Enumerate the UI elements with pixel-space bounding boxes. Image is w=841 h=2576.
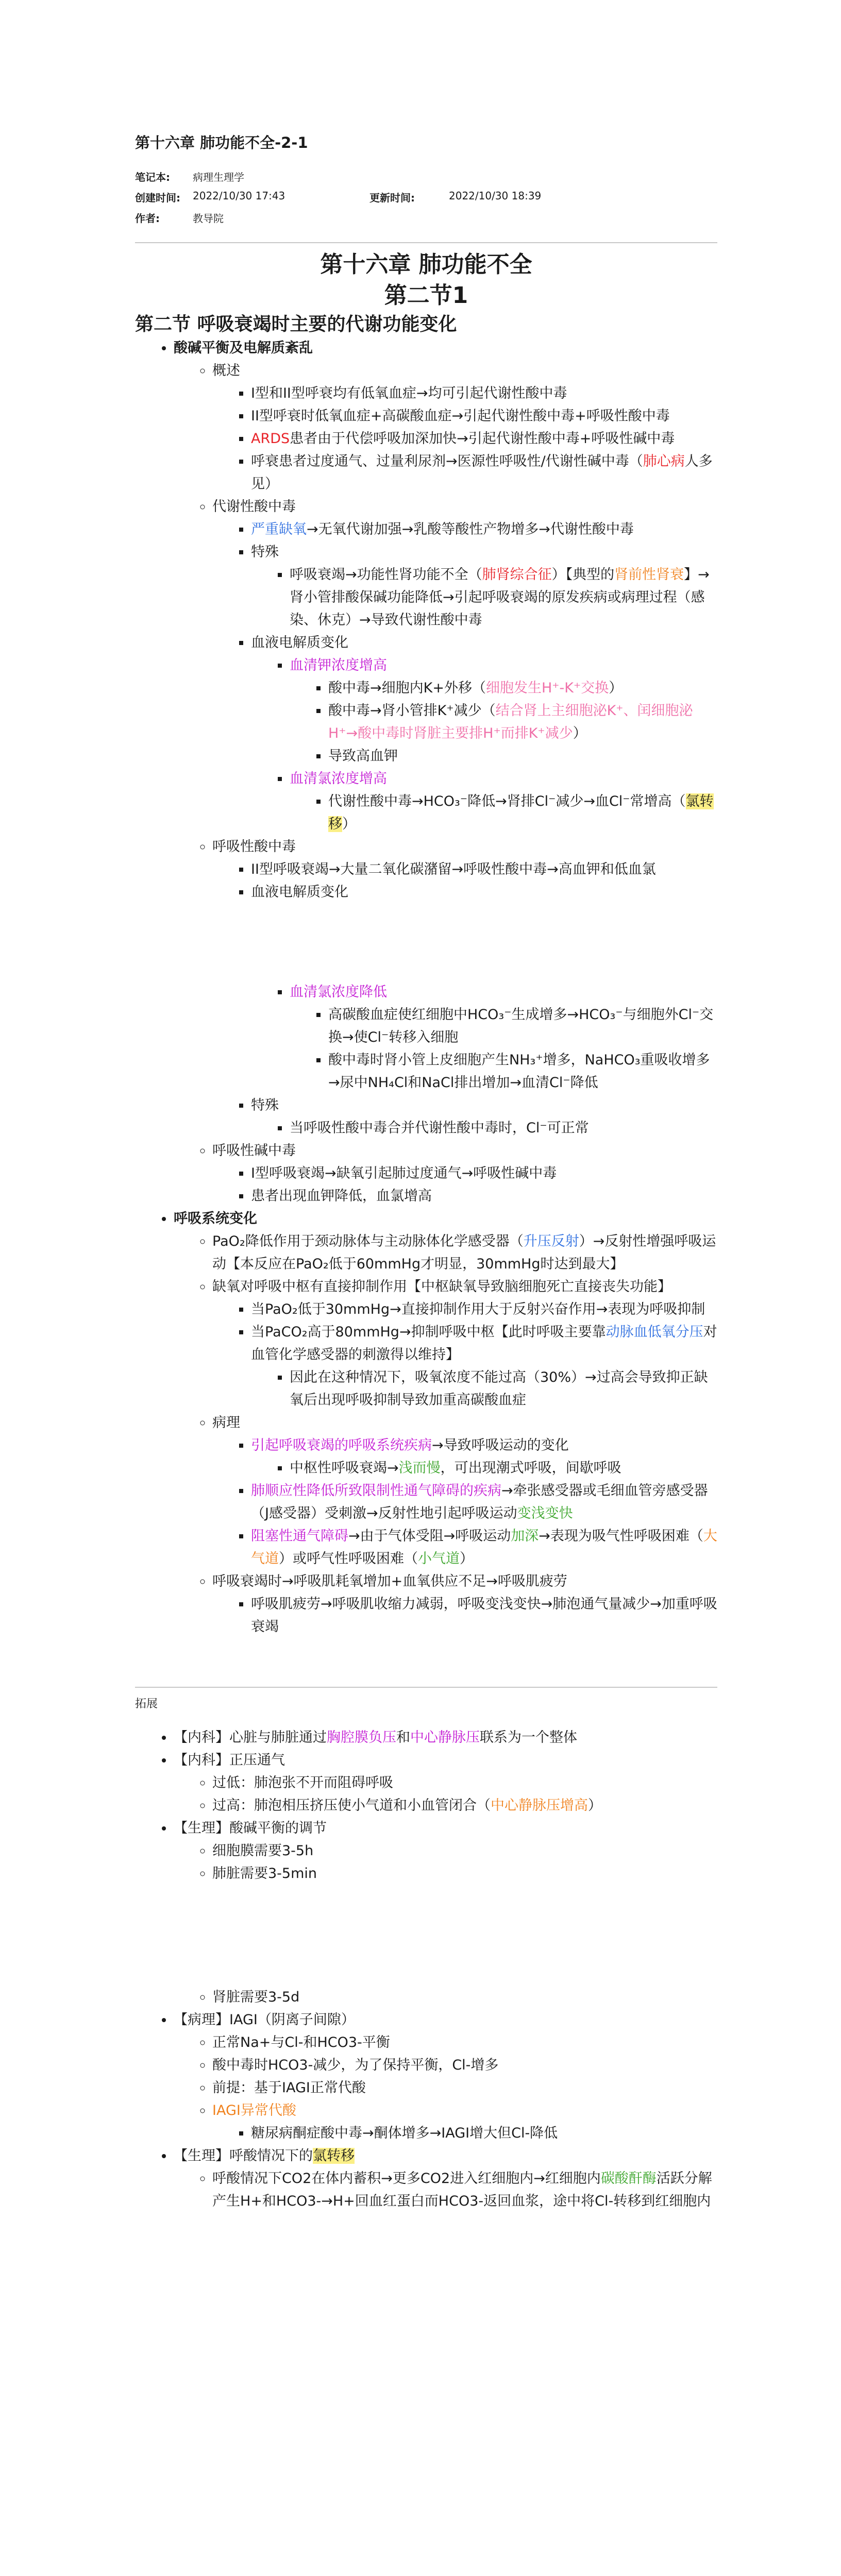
list-item: ▪ 当呼吸性酸中毒合并代谢性酸中毒时，Cl⁻可正常 [290,1117,717,1140]
list-item: ◦ 概述 ▪ I型和II型呼衰均有低氧血症→均可引起代谢性酸中毒 ▪ II型呼衰时低氧血症+高碳酸血症→引起代谢性酸中毒+呼吸性酸中毒 ▪ ARDS患者由于代偿呼吸加深加快→引起代谢性酸中毒+呼吸性碱中毒 ▪ 呼衰患者过度通气、过量利尿剂→医源性呼吸性/代谢性碱中毒（肺心病人多见） [212,360,717,496]
list-item: ◦ 正常Na+与Cl-和HCO3-平衡 [212,2031,717,2054]
list-item: ◦ 过高：肺泡相压挤压使小气道和小血管闭合（中心静脉压增高） [212,1794,717,1817]
list-item: ▪ 血清氯浓度增高 ▪ 代谢性酸中毒→HCO₃⁻降低→肾排Cl⁻减少→血Cl⁻常增高（氯转移） [290,768,717,836]
list-item: ▪ 特殊 ▪ 呼吸衰竭→功能性肾功能不全（肺肾综合征）【典型的肾前性肾衰】→肾小管排酸保碱功能降低→引起呼吸衰竭的原发疾病或病理过程（感染、休克）→导致代谢性酸中毒 [251,541,717,632]
author-value: 教导院 [193,212,224,225]
list-item: ◦ 呼吸性酸中毒 ▪ II型呼吸衰竭→大量二氧化碳潴留→呼吸性酸中毒→高血钾和低血氯 ▪ 血液电解质变化 ▪ 血清氯浓度降低 ▪ 高碳酸血症使红细胞中HCO₃⁻生成增多→HCO₃⁻与细胞外Cl⁻交换→使Cl⁻转移入细胞 ▪ 酸中毒时肾小管上皮细胞产生NH₃⁺增多，NaHCO₃重吸收增多→尿中NH₄Cl和NaCl排出增加→血清Cl⁻降低 ▪ 特殊 ▪ 当呼吸性酸中毒合并代谢性酸中毒时，Cl⁻可正常 [212,836,717,1140]
list-item: ▪ 阻塞性通气障碍→由于气体受阻→呼吸运动加深→表现为吸气性呼吸困难（大气道）或呼气性呼吸困难（小气道） [251,1525,717,1570]
list-item: ▪ ARDS患者由于代偿呼吸加深加快→引起代谢性酸中毒+呼吸性碱中毒 [251,428,717,450]
list-item: ◦ 缺氧对呼吸中枢有直接抑制作用【中枢缺氧导致脑细胞死亡直接丧失功能】 ▪ 当PaO₂低于30mmHg→直接抑制作用大于反射兴奋作用→表现为呼吸抑制 ▪ 当PaCO₂高于80mmHg→抑制呼吸中枢【此时呼吸主要靠动脉血低氧分压对血管化学感受器的刺激得以维持】 ▪ 因此在这种情况下，吸氧浓度不能过高（30%）→过高会导致抑正缺氧后出现呼吸抑制导致加重高碳酸血症 [212,1276,717,1412]
list-item: ▪ 酸中毒→肾小管排K⁺减少（结合肾上主细胞泌K⁺、闰细胞泌H⁺→酸中毒时肾脏主要排H⁺而排K⁺减少） [328,700,717,745]
list-item: ▪ II型呼吸衰竭→大量二氧化碳潴留→呼吸性酸中毒→高血钾和低血氯 [251,858,717,881]
topic-respiratory: 呼吸系统变化 [174,1211,257,1227]
created-label: 创建时间: [135,192,180,204]
extension-list [135,1726,717,2213]
list-item: ▪ 血液电解质变化 ▪ 血清氯浓度降低 ▪ 高碳酸血症使红细胞中HCO₃⁻生成增多→HCO₃⁻与细胞外Cl⁻交换→使Cl⁻转移入细胞 ▪ 酸中毒时肾小管上皮细胞产生NH₃⁺增多，NaHCO₃重吸收增多→尿中NH₄Cl和NaCl排出增加→血清Cl⁻降低 [251,881,717,1094]
list-item: ▪ 导致高血钾 [328,745,717,768]
list-item: ◦ 呼酸情况下CO2在体内蓄积→更多CO2进入红细胞内→红细胞内碳酸酐酶活跃分解产生H+和HCO3-→H+回血红蛋白而HCO3-返回血浆，途中将Cl-转移到红细胞内 [212,2167,717,2213]
notebook-value: 病理生理学 [193,171,244,183]
list-item: • 【内科】正压通气 ◦ 过低：肺泡张不开而阻碍呼吸 ◦ 过高：肺泡相压挤压使小气道和小血管闭合（中心静脉压增高） [174,1749,717,1817]
list-item: ◦ IAGI异常代酸 ▪ 糖尿病酮症酸中毒→酮体增多→IAGI增大但Cl-降低 [212,2099,717,2145]
list-item: ▪ 因此在这种情况下，吸氧浓度不能过高（30%）→过高会导致抑正缺氧后出现呼吸抑制导致加重高碳酸血症 [290,1366,717,1412]
list-item: ▪ 当PaCO₂高于80mmHg→抑制呼吸中枢【此时呼吸主要靠动脉血低氧分压对血管化学感受器的刺激得以维持】 ▪ 因此在这种情况下，吸氧浓度不能过高（30%）→过高会导致抑正缺氧后出现呼吸抑制导致加重高碳酸血症 [251,1321,717,1412]
list-item: ▪ 酸中毒时肾小管上皮细胞产生NH₃⁺增多，NaHCO₃重吸收增多→尿中NH₄Cl和NaCl排出增加→血清Cl⁻降低 [328,1049,717,1094]
list-item: ▪ 中枢性呼吸衰竭→浅而慢，可出现潮式呼吸，间歇呼吸 [290,1457,717,1480]
outline-list [135,337,717,1638]
note-title: 第十六章 肺功能不全-2-1 [135,134,308,151]
list-item: ◦ 肾脏需要3-5d [212,1986,717,2009]
list-item: • 【生理】呼酸情况下的氯转移 ◦ 呼酸情况下CO2在体内蓄积→更多CO2进入红细胞内→红细胞内碳酸酐酶活跃分解产生H+和HCO3-→H+回血红蛋白而HCO3-返回血浆，途中将Cl-转移到红细胞内 [174,2145,717,2213]
list-item: ◦ 呼吸性碱中毒 ▪ I型呼吸衰竭→缺氧引起肺过度通气→呼吸性碱中毒 ▪ 患者出现血钾降低，血氯增高 [212,1140,717,1208]
list-item: ▪ 血清钾浓度增高 ▪ 酸中毒→细胞内K+外移（细胞发生H⁺-K⁺交换） ▪ 酸中毒→肾小管排K⁺减少（结合肾上主细胞泌K⁺、闰细胞泌H⁺→酸中毒时肾脏主要排H⁺而排K⁺减少） ▪ 导致高血钾 [290,654,717,768]
list-item: ▪ 患者出现血钾降低，血氯增高 [251,1185,717,1208]
author-label: 作者: [135,212,160,225]
list-item: ▪ I型呼吸衰竭→缺氧引起肺过度通气→呼吸性碱中毒 [251,1162,717,1185]
list-item: ◦ 前提：基于IAGI正常代酸 [212,2077,717,2099]
notebook-label: 笔记本: [135,171,170,183]
list-item: ◦ 过低：肺泡张不开而阻碍呼吸 [212,1772,717,1794]
list-item: • 【生理】酸碱平衡的调节 ◦ 细胞膜需要3-5h ◦ 肺脏需要3-5min ◦ 肾脏需要3-5d [174,1817,717,2009]
list-item: ◦ 呼吸衰竭时→呼吸肌耗氧增加+血氧供应不足→呼吸肌疲劳 ▪ 呼吸肌疲劳→呼吸肌收缩力减弱，呼吸变浅变快→肺泡通气量减少→加重呼吸衰竭 [212,1570,717,1638]
list-item: ◦ 酸中毒时HCO3-减少，为了保持平衡，Cl-增多 [212,2054,717,2077]
list-item: ▪ 特殊 ▪ 当呼吸性酸中毒合并代谢性酸中毒时，Cl⁻可正常 [251,1094,717,1140]
section-heading: 第二节 呼吸衰竭时主要的代谢功能变化 [135,314,457,335]
list-item: ◦ 肺脏需要3-5min [212,1862,717,1885]
list-item: ▪ 肺顺应性降低所致限制性通气障碍的疾病→牵张感受器或毛细血管旁感受器（J感受器）受刺激→反射性地引起呼吸运动变浅变快 [251,1480,717,1525]
list-item: ◦ 代谢性酸中毒 ▪ 严重缺氧→无氧代谢加强→乳酸等酸性产物增多→代谢性酸中毒 ▪ 特殊 ▪ 呼吸衰竭→功能性肾功能不全（肺肾综合征）【典型的肾前性肾衰】→肾小管排酸保碱功能降低→引起呼吸衰竭的原发疾病或病理过程（感染、休克）→导致代谢性酸中毒 ▪ 血液电解质变化 ▪ 血清钾浓度增高 ▪ 酸中毒→细胞内K+外移（细胞发生H⁺-K⁺交换） ▪ 酸中毒→肾小管排K⁺减少（结合肾上主细胞泌K⁺、闰细胞泌H⁺→酸中毒时肾脏主要排H⁺而排K⁺减少） ▪ 导致高血钾 ▪ 血清氯浓度增高 ▪ 代谢性酸中毒→HCO₃⁻降低→肾排Cl⁻减少→血Cl⁻常增高（氯转移） [212,496,717,836]
topic-acid-base: 酸碱平衡及电解质紊乱 [174,340,313,356]
list-item: ◦ 病理 ▪ 引起呼吸衰竭的呼吸系统疾病→导致呼吸运动的变化 ▪ 中枢性呼吸衰竭→浅而慢，可出现潮式呼吸，间歇呼吸 ▪ 肺顺应性降低所致限制性通气障碍的疾病→牵张感受器或毛细血管旁感受器（J感受器）受刺激→反射性地引起呼吸运动变浅变快 ▪ 阻塞性通气障碍→由于气体受阻→呼吸运动加深→表现为吸气性呼吸困难（大气道）或呼气性呼吸困难（小气道） [212,1412,717,1570]
list-item: • 【内科】心脏与肺脏通过胸腔膜负压和中心静脉压联系为一个整体 [174,1726,717,1749]
list-item: ▪ 糖尿病酮症酸中毒→酮体增多→IAGI增大但Cl-降低 [251,2122,717,2145]
list-item: ▪ 代谢性酸中毒→HCO₃⁻降低→肾排Cl⁻减少→血Cl⁻常增高（氯转移） [328,790,717,836]
list-item: ▪ 血液电解质变化 ▪ 血清钾浓度增高 ▪ 酸中毒→细胞内K+外移（细胞发生H⁺-K⁺交换） ▪ 酸中毒→肾小管排K⁺减少（结合肾上主细胞泌K⁺、闰细胞泌H⁺→酸中毒时肾脏主要排H⁺而排K⁺减少） ▪ 导致高血钾 ▪ 血清氯浓度增高 ▪ 代谢性酸中毒→HCO₃⁻降低→肾排Cl⁻减少→血Cl⁻常增高（氯转移） [251,632,717,836]
list-item: ▪ 血清氯浓度降低 ▪ 高碳酸血症使红细胞中HCO₃⁻生成增多→HCO₃⁻与细胞外Cl⁻交换→使Cl⁻转移入细胞 ▪ 酸中毒时肾小管上皮细胞产生NH₃⁺增多，NaHCO₃重吸收增多→尿中NH₄Cl和NaCl排出增加→血清Cl⁻降低 [290,981,717,1094]
created-value: 2022/10/30 17:43 [193,190,285,202]
list-item: ▪ I型和II型呼衰均有低氧血症→均可引起代谢性酸中毒 [251,382,717,405]
list-item: ◦ 细胞膜需要3-5h [212,1840,717,1862]
note-page [135,131,717,2213]
section-title: 第二节1 [384,282,468,309]
list-item: ▪ 呼吸衰竭→功能性肾功能不全（肺肾综合征）【典型的肾前性肾衰】→肾小管排酸保碱功能降低→引起呼吸衰竭的原发疾病或病理过程（感染、休克）→导致代谢性酸中毒 [290,564,717,632]
list-item [174,337,717,1208]
updated-label: 更新时间: [369,192,415,204]
list-item: • 【病理】IAGI（阴离子间隙） ◦ 正常Na+与Cl-和HCO3-平衡 ◦ 酸中毒时HCO3-减少，为了保持平衡，Cl-增多 ◦ 前提：基于IAGI正常代酸 ◦ IAGI异常代酸 ▪ 糖尿病酮症酸中毒→酮体增多→IAGI增大但Cl-降低 [174,2009,717,2145]
list-item: ▪ 引起呼吸衰竭的呼吸系统疾病→导致呼吸运动的变化 ▪ 中枢性呼吸衰竭→浅而慢，可出现潮式呼吸，间歇呼吸 [251,1434,717,1480]
updated-value: 2022/10/30 18:39 [449,190,542,202]
list-item: ▪ 严重缺氧→无氧代谢加强→乳酸等酸性产物增多→代谢性酸中毒 [251,518,717,541]
header-divider [135,242,717,243]
list-item [174,1208,717,1638]
chapter-title: 第十六章 肺功能不全 [320,251,532,278]
extension-divider [135,1687,717,1688]
list-item: ▪ 呼衰患者过度通气、过量利尿剂→医源性呼吸性/代谢性碱中毒（肺心病人多见） [251,450,717,496]
list-item: ▪ 高碳酸血症使红细胞中HCO₃⁻生成增多→HCO₃⁻与细胞外Cl⁻交换→使Cl⁻转移入细胞 [328,1004,717,1049]
list-item: ▪ 当PaO₂低于30mmHg→直接抑制作用大于反射兴奋作用→表现为呼吸抑制 [251,1298,717,1321]
list-item: ▪ II型呼衰时低氧血症+高碳酸血症→引起代谢性酸中毒+呼吸性酸中毒 [251,405,717,428]
list-item: ▪ 呼吸肌疲劳→呼吸肌收缩力减弱，呼吸变浅变快→肺泡通气量减少→加重呼吸衰竭 [251,1593,717,1638]
note-meta [135,167,541,229]
list-item: ▪ 酸中毒→细胞内K+外移（细胞发生H⁺-K⁺交换） [328,677,717,700]
extension-heading: 拓展 [135,1698,158,1710]
list-item: ◦ PaO₂降低作用于颈动脉体与主动脉体化学感受器（升压反射）→反射性增强呼吸运动【本反应在PaO₂低于60mmHg才明显，30mmHg时达到最大】 [212,1230,717,1276]
